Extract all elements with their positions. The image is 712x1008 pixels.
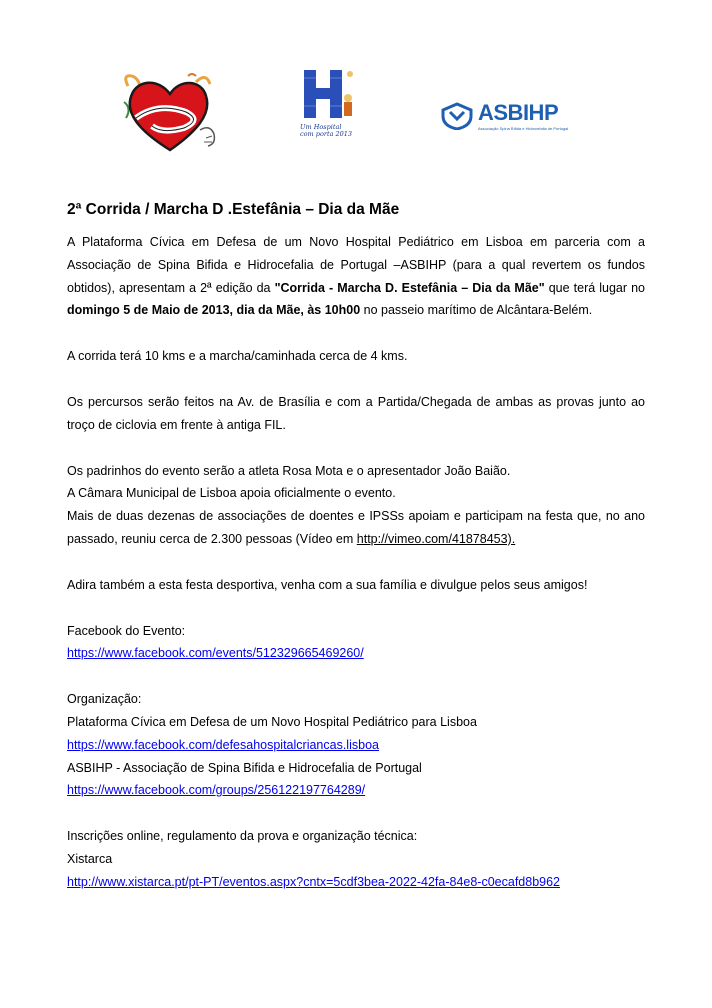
asbihp-logo-name: ASBIHP	[478, 100, 559, 125]
asbihp-logo-subtitle: Associação Spina Bífida e Hidrocefalia de Portugal	[478, 126, 569, 131]
registration-organizer: Xistarca	[67, 851, 113, 866]
h-logo-caption	[300, 124, 352, 138]
document-body	[67, 201, 645, 894]
distance-paragraph: A corrida terá 10 kms e a marcha/caminhada cerca de 4 kms.	[67, 349, 408, 364]
organization-2-name: ASBIHP - Associação de Spina Bifida e Hidrocefalia de Portugal	[67, 760, 422, 775]
organization-2-link[interactable]: https://www.facebook.com/groups/256122197764289/	[67, 783, 366, 798]
asbihp-emblem-icon	[440, 102, 474, 130]
event-name: "Corrida - Marcha D. Estefânia – Dia da Mãe"	[274, 280, 545, 295]
invitation-paragraph: Adira também a esta festa desportiva, venha com a sua família e divulgue pelos seus amigos!	[67, 577, 588, 592]
event-date: domingo 5 de Maio de 2013, dia da Mãe, às 10h00	[67, 303, 361, 318]
intro-text-1: A Plataforma Cívica em Defesa de um Novo Hospital Pediátrico em Lisboa em parceria com a Associação de Spina Bifida e Hidrocefalia de Portugal –ASBIHP (para a qual revertem os fundos obtidos), apresentam a 2ª edição da	[67, 235, 645, 295]
organization-1-name: Plataforma Cívica em Defesa de um Novo Hospital Pediátrico para Lisboa	[67, 714, 477, 729]
asbihp-logo	[440, 100, 569, 140]
hospital-h-logo	[298, 68, 360, 148]
facebook-label: Facebook do Evento:	[67, 623, 186, 638]
route-paragraph: Os percursos serão feitos na Av. de Brasília e com a Partida/Chegada de ambas as provas junto ao troço de ciclovia em frente à antiga FIL.	[67, 394, 645, 432]
intro-paragraph	[67, 231, 645, 322]
h-logo-caption-line1: Um Hospital	[300, 123, 342, 131]
sponsors-line: Os padrinhos do evento serão a atleta Rosa Mota e o apresentador João Baião.	[67, 463, 511, 478]
associations-paragraph	[67, 505, 645, 551]
organization-label: Organização:	[67, 692, 142, 707]
intro-text-3: no passeio marítimo de Alcântara-Belém.	[360, 303, 593, 318]
intro-text-2: que terá lugar no	[544, 280, 645, 295]
document-title: 2ª Corrida / Marcha D .Estefânia – Dia da Mãe	[67, 201, 400, 218]
organization-1-link[interactable]: https://www.facebook.com/defesahospitalcriancas.lisboa	[67, 737, 379, 752]
registration-link[interactable]: http://www.xistarca.pt/pt-PT/eventos.aspx?cntx=5cdf3bea-2022-42fa-84e8-c0ecafd8b962	[67, 874, 561, 889]
heart-logo	[118, 72, 224, 154]
logo-bar	[0, 64, 712, 154]
facebook-event-link[interactable]: https://www.facebook.com/events/512329665469260/	[67, 646, 364, 661]
vimeo-link[interactable]: http://vimeo.com/41878453).	[356, 531, 516, 546]
associations-text: Mais de duas dezenas de associações de doentes e IPSSs apoiam e participam na festa que, no ano passado, reuniu cerca de 2.300 pessoas (Vídeo em	[67, 509, 645, 546]
registration-label: Inscrições online, regulamento da prova e organização técnica:	[67, 829, 418, 844]
h-logo-caption-line2: com porta 2013	[300, 130, 353, 138]
city-hall-line: A Câmara Municipal de Lisboa apoia oficialmente o evento.	[67, 486, 396, 501]
